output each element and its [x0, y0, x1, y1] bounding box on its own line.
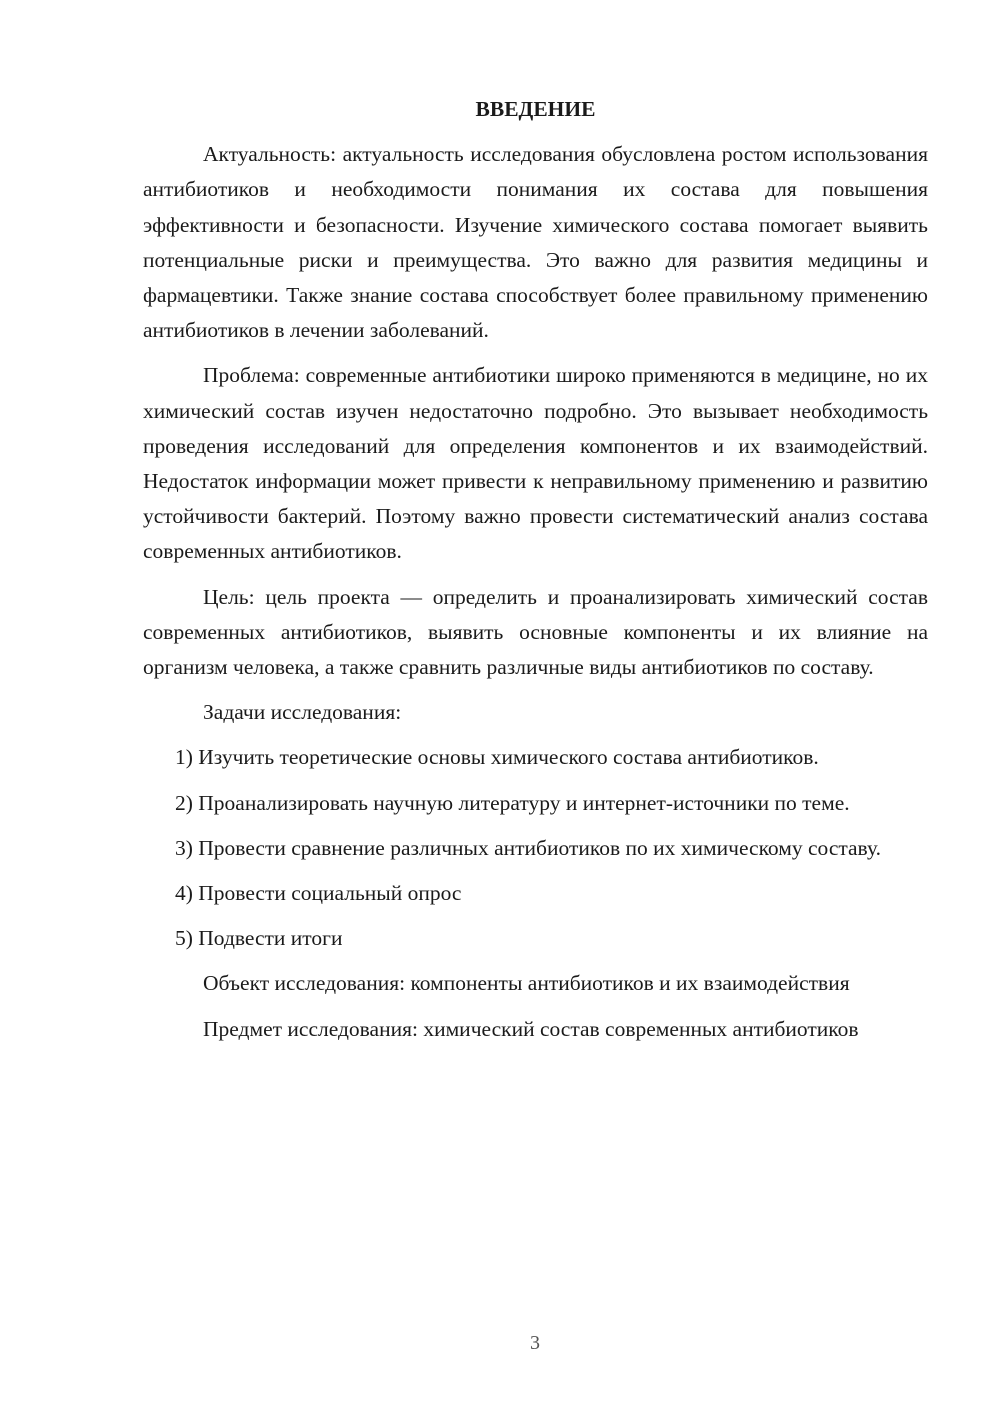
- section-title: ВВЕДЕНИЕ: [475, 97, 596, 121]
- page-number: 3: [530, 1332, 540, 1354]
- paragraph-object: Объект исследования: компоненты антибиотиков и их взаимодействия: [203, 971, 850, 996]
- tasks-heading: Задачи исследования:: [203, 700, 402, 725]
- task-item-4: 4) Провести социальный опрос: [175, 881, 462, 906]
- task-item-1: 1) Изучить теоретические основы химического состава антибиотиков.: [175, 745, 819, 770]
- paragraph-goal: Цель: цель проекта — определить и проанализировать химический состав современных антибиотиков, выявить основные компоненты и их влияние на организм человека, а также сравнить различные виды антибиотиков по составу.: [143, 584, 928, 680]
- paragraph-relevance: Актуальность: актуальность исследования обусловлена ростом использования антибиотиков и необходимости понимания их состава для повышения эффективности и безопасности. Изучение химического состава помогает выявить потенциальные риски и преимущества. Это важно для развития медицины и фармацевтики. Также знание состава способствует более правильному применению антибиотиков в лечении заболеваний.: [143, 142, 928, 343]
- paragraph-subject: Предмет исследования: химический состав современных антибиотиков: [203, 1016, 859, 1041]
- task-item-5: 5) Подвести итоги: [175, 926, 343, 951]
- paragraph-problem: Проблема: современные антибиотики широко применяются в медицине, но их химический состав изучен недостаточно подробно. Это вызывает необходимость проведения исследований для определения компонентов и их взаимодействий. Недостаток информации может привести к неправильному применению и развитию устойчивости бактерий. Поэтому важно провести систематический анализ состава современных антибиотиков.: [143, 363, 928, 564]
- task-item-2: 2) Проанализировать научную литературу и интернет-источники по теме.: [175, 790, 850, 815]
- page-content: [143, 92, 928, 1047]
- task-item-3: 3) Провести сравнение различных антибиотиков по их химическому составу.: [175, 835, 881, 860]
